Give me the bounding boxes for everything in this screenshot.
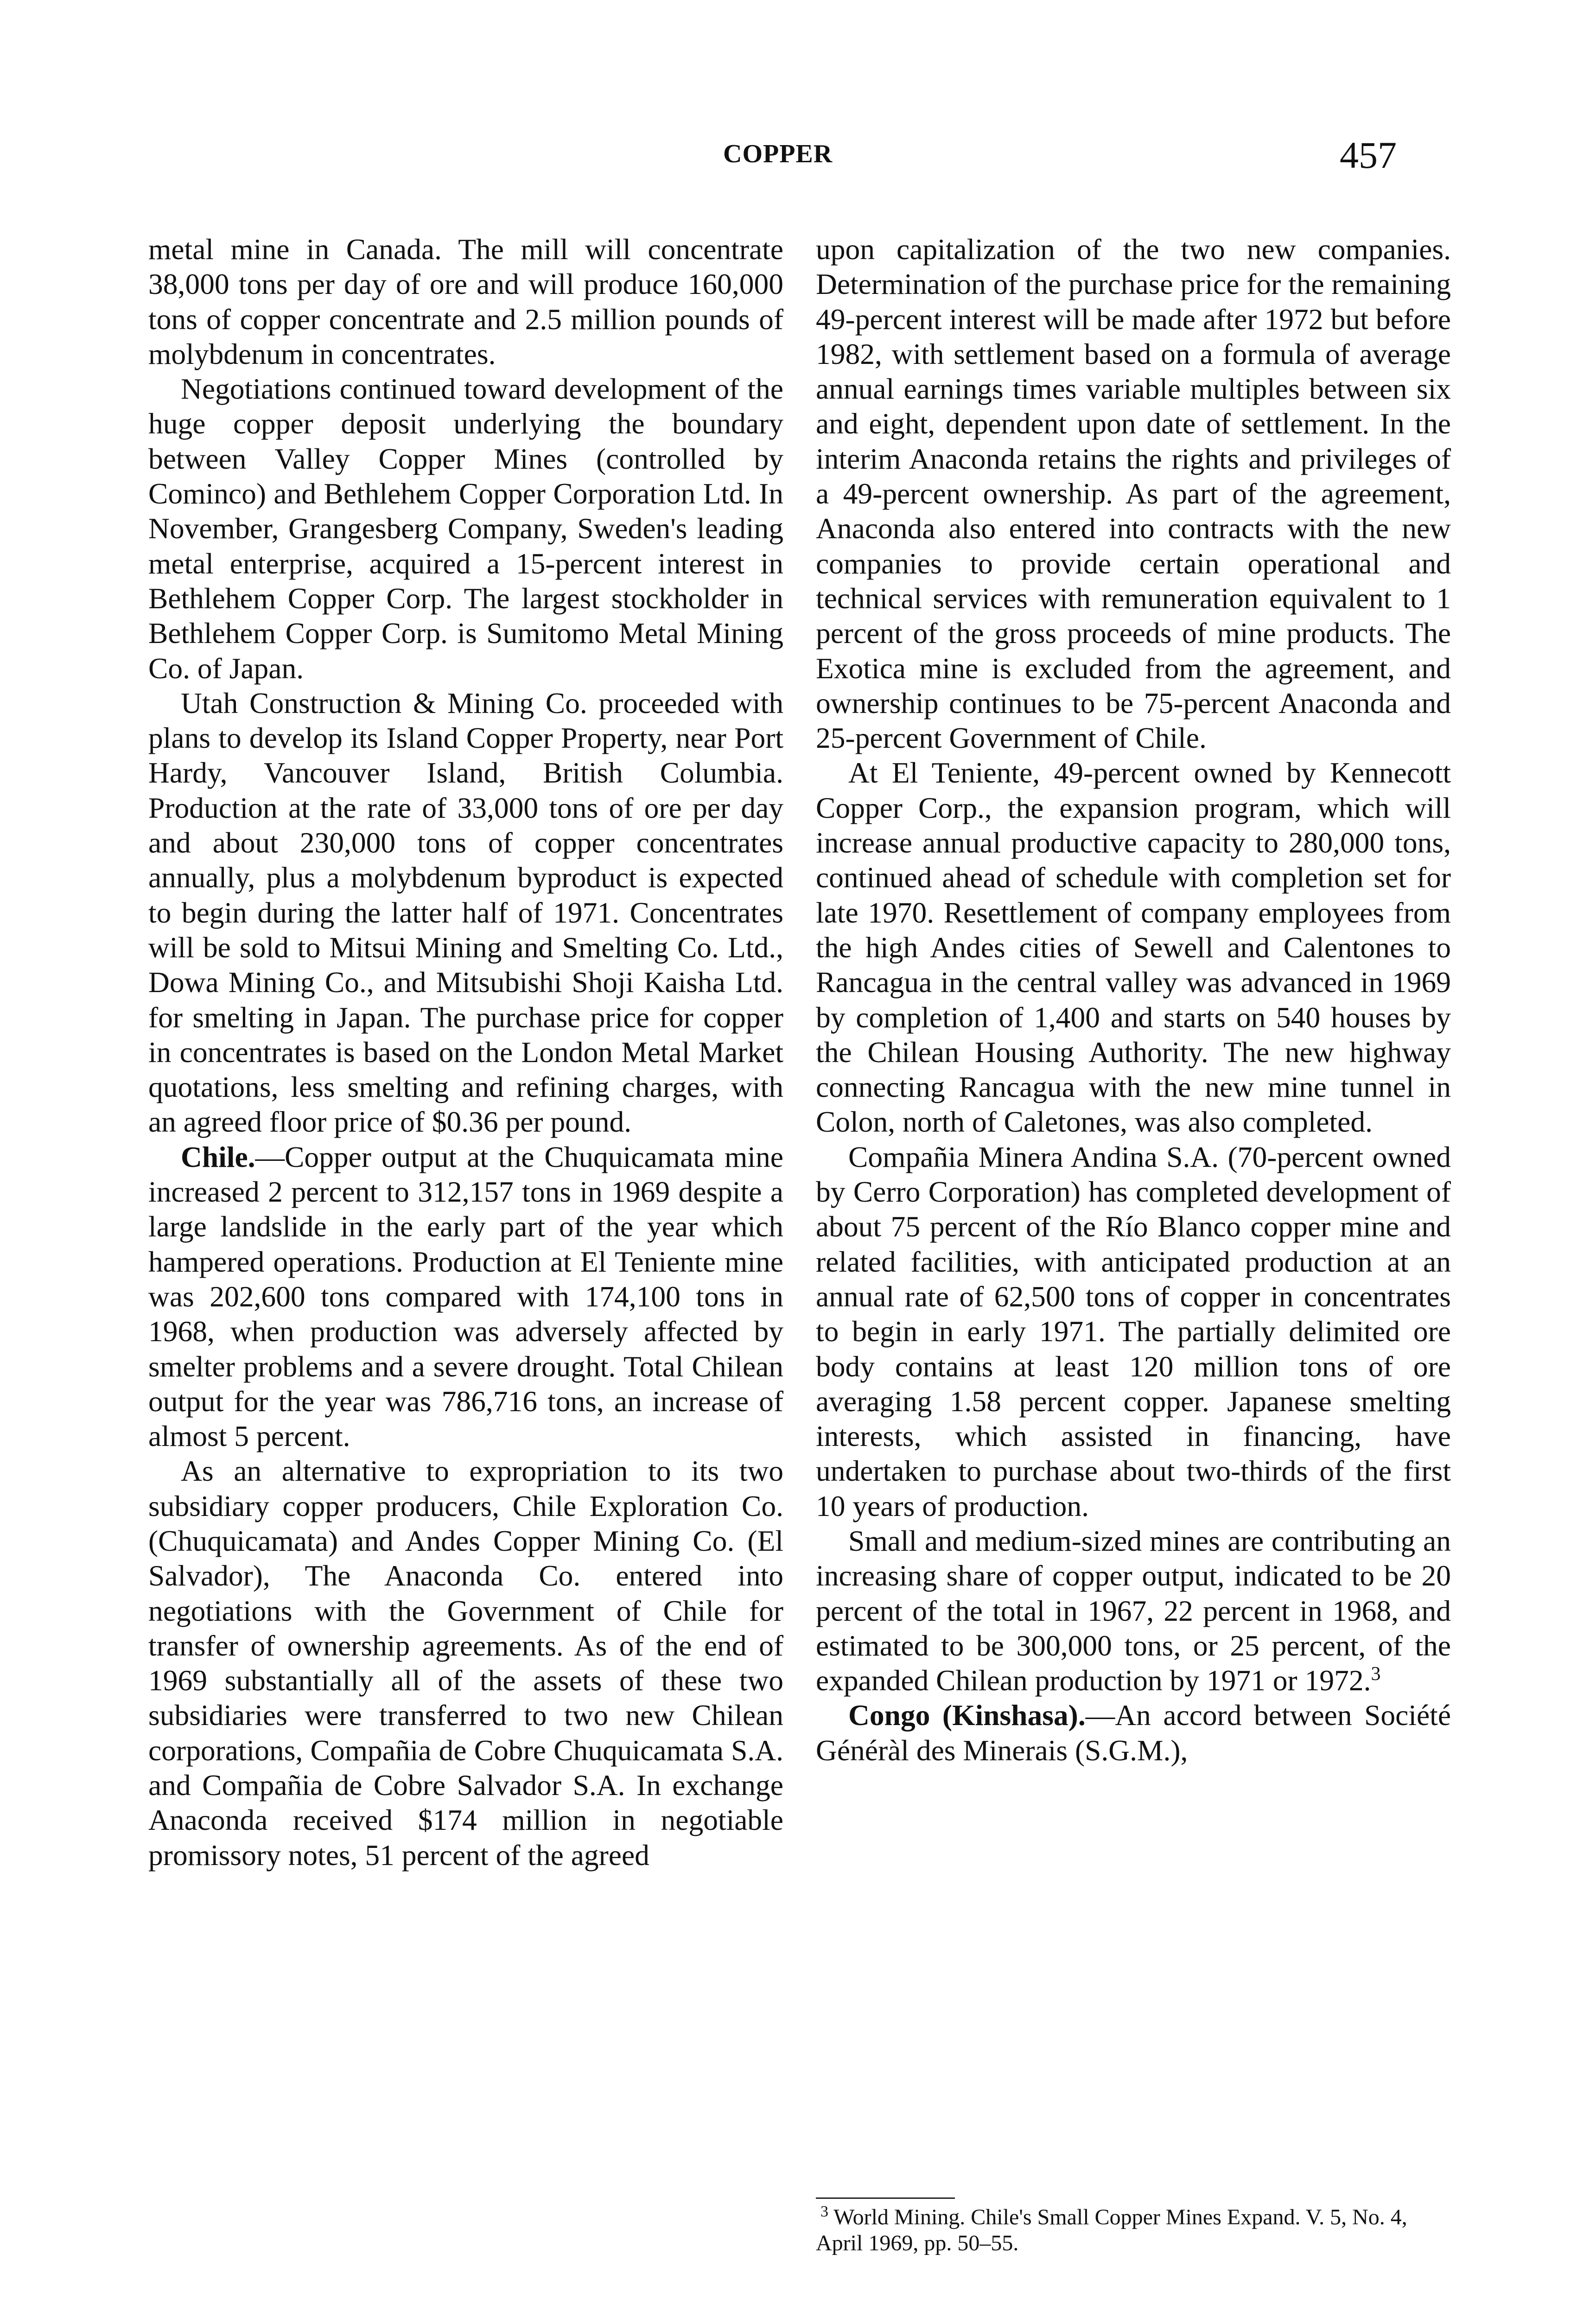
page-number: 457 — [1340, 134, 1397, 176]
paragraph-text: —Copper output at the Chuquicamata mine increased 2 percent to 312,157 tons in 1969 despite a large landslide in the early part of the year which hampered operations. Production at El Teniente mine was 202,600 tons compared with 174,100 tons in 1968, when production was adversely affected by smelter problems and a severe drought. Total Chilean output for the year was 786,716 tons, an increase of almost 5 percent. — [148, 1140, 783, 1453]
left-column — [148, 232, 783, 1872]
footnote-divider — [816, 2197, 955, 2199]
paragraph: metal mine in Canada. The mill will concentrate 38,000 tons per day of ore and will produce 160,000 tons of copper concentrate and 2.5 million pounds of molybdenum in concentrates. — [148, 233, 783, 370]
running-head: COPPER — [723, 140, 833, 168]
paragraph: Utah Construction & Mining Co. proceeded with plans to develop its Island Copper Property, near Port Hardy, Vancouver Island, British Columbia. Production at the rate of 33,000 tons of ore per day and about 230,000 tons of copper concentrates annually, plus a molybdenum byproduct is expected to begin during the latter half of 1971. Concentrates will be sold to Mitsui Mining and Smelting Co. Ltd., Dowa Mining Co., and Mitsubishi Shoji Kaisha Ltd. for smelting in Japan. The purchase price for copper in concentrates is based on the London Metal Market quotations, less smelting and refining charges, with an agreed floor price of $0.36 per pound. — [148, 686, 783, 1139]
paragraph: Compañia Minera Andina S.A. (70-percent owned by Cerro Corporation) has completed development of about 75 percent of the Río Blanco copper mine and related facilities, with anticipated production at an annual rate of 62,500 tons of copper in concentrates to begin in early 1971. The partially delimited ore body contains at least 120 million tons of ore averaging 1.58 percent copper. Japanese smelting interests, which assisted in financing, have undertaken to purchase about two-thirds of the first 10 years of production. — [816, 1140, 1451, 1522]
paragraph — [816, 1523, 1451, 1698]
section-lead-chile: Chile. — [181, 1140, 255, 1173]
paragraph-congo — [816, 1698, 1451, 1768]
paragraph: At El Teniente, 49-percent owned by Kennecott Copper Corp., the expansion program, which will increase annual productive capacity to 280,000 tons, continued ahead of schedule with completion set for late 1970. Resettlement of company employees from the high Andes cities of Sewell and Calentones to Rancagua in the central valley was advanced in 1969 by completion of 1,400 and starts on 540 houses by the Chilean Housing Authority. The new highway connecting Rancagua with the new mine tunnel in Colon, north of Caletones, was also completed. — [816, 756, 1451, 1139]
section-lead-congo: Congo (Kinshasa). — [848, 1699, 1086, 1732]
paragraph-text: —An accord between Société Généràl des Minerais (S.G.M.), — [816, 1699, 1451, 1767]
paragraph: Negotiations continued toward development of the huge copper deposit underlying the boundary between Valley Copper Mines (controlled by Cominco) and Bethlehem Copper Corporation Ltd. In November, Grangesberg Company, Sweden's leading metal enterprise, acquired a 15-percent interest in Bethlehem Copper Corp. The largest stockholder in Bethlehem Copper Corp. is Sumitomo Metal Mining Co. of Japan. — [148, 372, 783, 685]
footnote — [816, 2204, 1451, 2256]
paragraph-text: Small and medium-sized mines are contributing an increasing share of copper output, indicated to be 20 percent of the total in 1967, 22 percent in 1968, and estimated to be 300,000 tons, or 25 percent, of the expanded Chilean production by 1971 or 1972. — [816, 1524, 1451, 1697]
right-column — [816, 232, 1451, 1768]
paragraph-chile — [148, 1140, 783, 1454]
footnote-marker: 3 — [820, 2203, 828, 2220]
paragraph: As an alternative to expropriation to its two subsidiary copper producers, Chile Exploration Co. (Chuquicamata) and Andes Copper Mining Co. (El Salvador), The Anaconda Co. entered into negotiations with the Government of Chile for transfer of ownership agreements. As of the end of 1969 substantially all of the assets of these two subsidiaries were transferred to two new Chilean corporations, Compañia de Cobre Chuquicamata S.A. and Compañia de Cobre Salvador S.A. In exchange Anaconda received $174 million in negotiable promissory notes, 51 percent of the agreed — [148, 1454, 783, 1872]
paragraph: upon capitalization of the two new companies. Determination of the purchase price for the remaining 49-percent interest will be made after 1972 but before 1982, with settlement based on a formula of average annual earnings times variable multiples between six and eight, dependent upon date of settlement. In the interim Anaconda retains the rights and privileges of a 49-percent ownership. As part of the agreement, Anaconda also entered into contracts with the new companies to provide certain operational and technical services with remuneration equivalent to 1 percent of the gross proceeds of mine products. The Exotica mine is excluded from the agreement, and ownership continues to be 75-percent Anaconda and 25-percent Government of Chile. — [816, 233, 1451, 755]
footnote-text: World Mining. Chile's Small Copper Mines Expand. V. 5, No. 4, April 1969, pp. 50–55. — [816, 2205, 1407, 2255]
footnote-reference: 3 — [1371, 1663, 1381, 1685]
